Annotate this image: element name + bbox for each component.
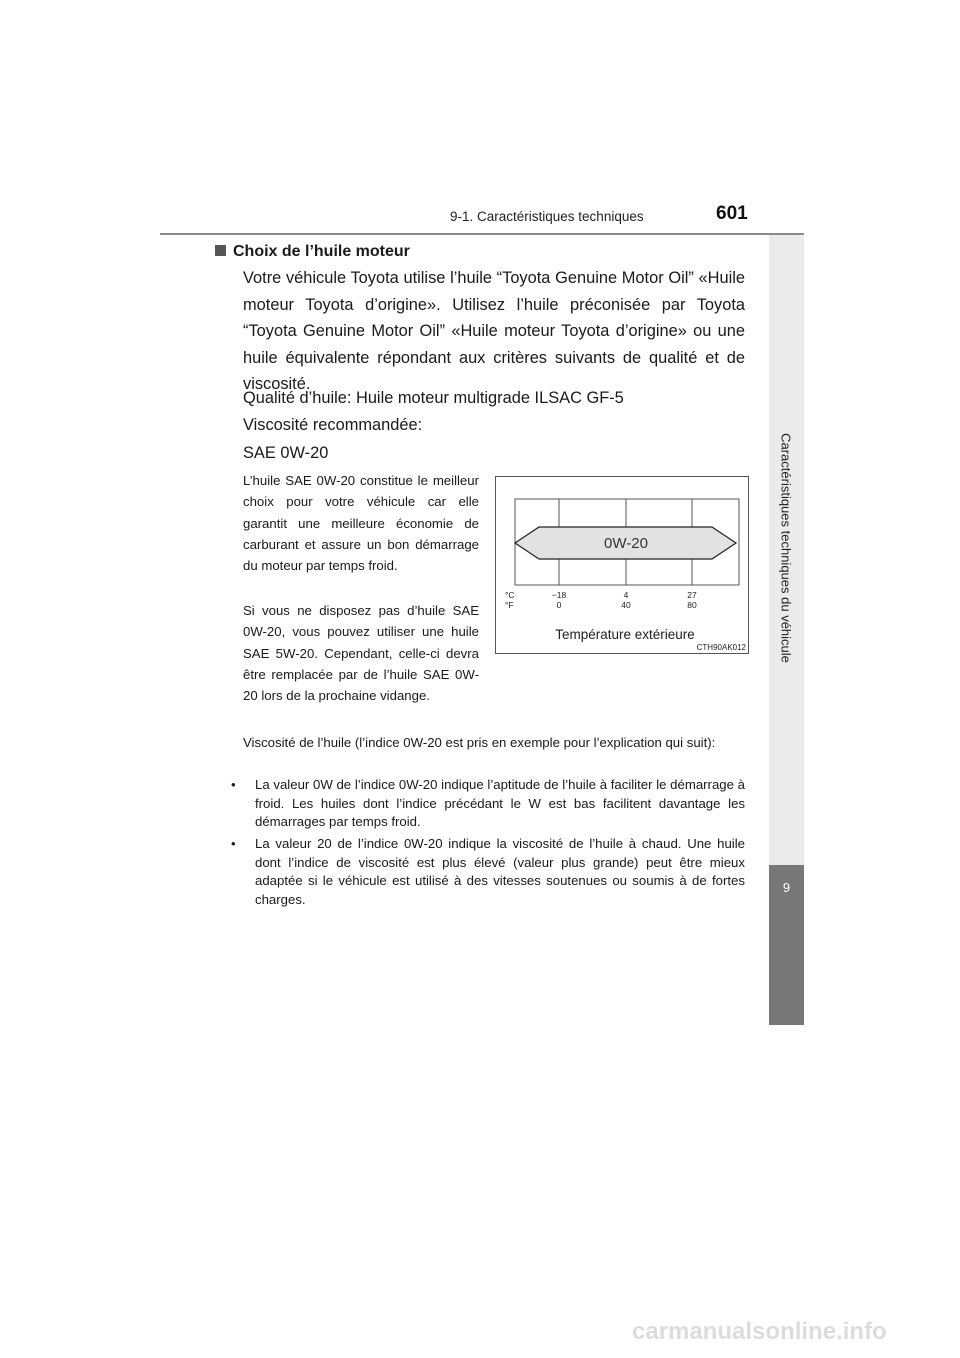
chapter-tab-label: Caractéristiques techniques du véhicule [778, 433, 794, 663]
intro-paragraph: Votre véhicule Toyota utilise l’huile “Toyota Genuine Motor Oil” «Huile moteur Toyota d’origine». Utilisez l’huile préconisée par Toyota “Toyota Genuine Motor Oil” «Huile moteur Toyota d’origine» ou une huile équivalente répondant aux critères suivants de qualité et de viscosité. [243, 269, 745, 393]
tick-fahrenheit: 0 [556, 600, 562, 610]
oil-quality-line: Qualité d’huile: Huile moteur multigrade ILSAC GF-5 [243, 389, 624, 407]
figure-caption: Température extérieure [555, 627, 695, 642]
square-bullet-icon [215, 245, 226, 256]
watermark: carmanualsonline.info [632, 1318, 887, 1345]
side-paragraph-alternative-oil: Si vous ne disposez pas d’huile SAE 0W-20, vous pouvez utiliser une huile SAE 5W-20. Cependant, celle-ci devra être remplacée par de l’huile SAE 0W-20 lors de la prochaine vidange. [243, 603, 479, 704]
figure-code: CTH90AK012 [696, 643, 746, 652]
viscosity-value: SAE 0W-20 [243, 444, 329, 462]
side-paragraph-preferred-oil: L’huile SAE 0W-20 constitue le meilleur choix pour votre véhicule car elle garantit une meilleure économie de carburant et assure un bon démarrage du moteur par temps froid. [243, 473, 479, 574]
viscosity-explanation: Viscosité de l’huile (l’indice 0W-20 est pris en exemple pour l’explication qui suit): [243, 735, 716, 750]
viscosity-label: Viscosité recommandée: [243, 416, 423, 434]
list-item [231, 835, 745, 909]
tick-fahrenheit: 40 [621, 600, 631, 610]
bullet-text: La valeur 20 de l’indice 0W-20 indique la viscosité de l’huile à chaud. Une huile dont l’indice de viscosité est plus élevé (valeur plus grande) peut être mieux adaptée si le véhicule est utilisé à des vitesses soutenues ou soumis à de fortes charges. [255, 836, 745, 907]
section-heading [215, 243, 410, 261]
header-divider [160, 233, 804, 235]
list-item [231, 776, 745, 832]
viscosity-chart [496, 477, 748, 653]
bullet-dot: • [231, 836, 236, 851]
tick-fahrenheit: 80 [687, 600, 697, 610]
grade-label: 0W-20 [604, 535, 648, 552]
page-number: 601 [716, 203, 748, 224]
header-section-title: 9-1. Caractéristiques techniques [450, 209, 644, 224]
tick-celsius: 27 [687, 590, 697, 600]
chapter-tab-number: 9 [782, 880, 791, 895]
tick-celsius: 4 [623, 590, 629, 600]
section-heading-text: Choix de l’huile moteur [233, 243, 410, 260]
bullet-text: La valeur 0W de l’indice 0W-20 indique l’aptitude de l’huile à faciliter le démarrage à froid. Les huiles dont l’indice précédant le W est bas facilitent davantage les démarrages par temps froid. [255, 777, 745, 830]
bullet-dot: • [231, 777, 236, 792]
unit-celsius-label: °C [505, 590, 515, 600]
tick-celsius: −18 [551, 590, 567, 600]
unit-fahrenheit-label: °F [505, 600, 514, 610]
viscosity-figure [495, 476, 749, 654]
